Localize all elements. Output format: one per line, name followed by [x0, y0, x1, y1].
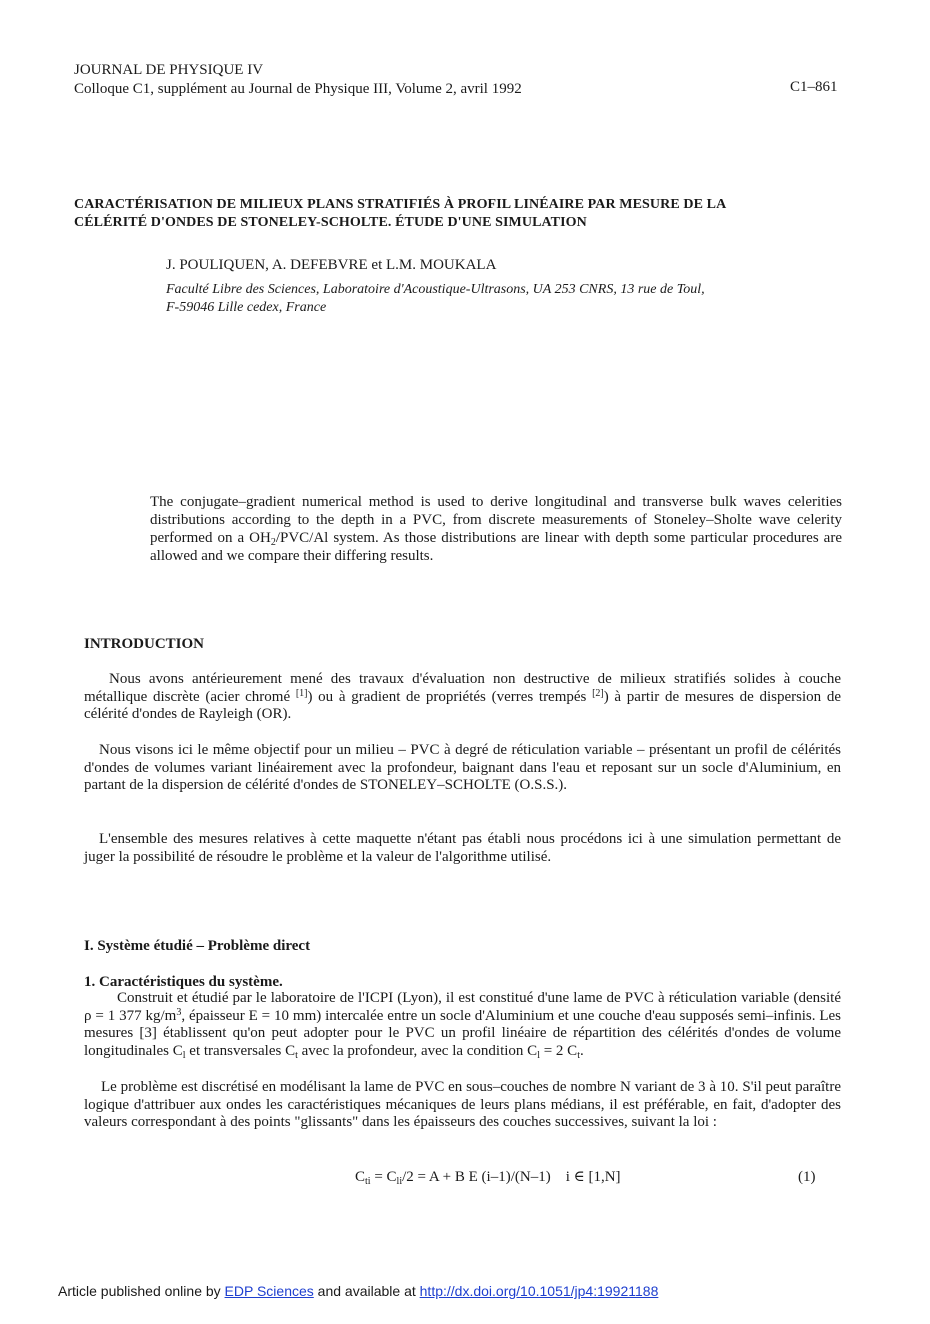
title-line-1: CARACTÉRISATION DE MILIEUX PLANS STRATIFIÉS À PROFIL LINÉAIRE PAR MESURE DE LA	[74, 197, 727, 212]
s1-p1-text-d: avec la profondeur, avec la condition C	[297, 1042, 538, 1059]
page-number: C1–861	[790, 79, 838, 95]
s1-p1-sub-4: t	[577, 1049, 580, 1061]
section1-paragraph-1	[84, 990, 841, 1060]
doi-link[interactable]: http://dx.doi.org/10.1051/jp4:19921188	[419, 1283, 659, 1299]
subsection-1-heading: 1. Caractéristiques du système.	[84, 974, 283, 990]
affiliation	[166, 281, 846, 317]
abstract-text-a: The conjugate–gradient numerical method is used to derive longitudinal and transverse bulk waves celerities distributions according to the depth in a PVC, from discrete measurements of Stoneley–Sholte wave celerity performed on a OH	[150, 494, 842, 546]
title-line-2: CÉLÉRITÉ D'ONDES DE STONELEY-SCHOLTE. ÉTUDE D'UNE SIMULATION	[74, 215, 587, 230]
section-1-heading: I. Système étudié – Problème direct	[84, 938, 311, 954]
publication-footer	[58, 1283, 658, 1300]
intro-p1-text-a: Nous avons antérieurement mené des travaux d'évaluation non destructive de milieux stratifiés solides à couche métallique discrète (acier chromé	[84, 671, 841, 705]
colloque-line: Colloque C1, supplément au Journal de Physique III, Volume 2, avril 1992	[74, 81, 522, 97]
equation-1	[355, 1168, 621, 1187]
eq-part-a: C	[355, 1169, 366, 1185]
abstract-text-b: /PVC/Al system. As those distributions are linear with depth some particular procedures are allowed and we compare their differing results.	[150, 530, 842, 564]
intro-p1-text-b: ) ou à gradient de propriétés (verres trempés	[307, 688, 593, 705]
eq-part-b: = C	[370, 1169, 397, 1185]
intro-ref-2: [2]	[592, 687, 604, 699]
intro-ref-1: [1]	[295, 687, 308, 699]
s1-p1-sup: 3	[176, 1006, 182, 1018]
section1-paragraph-2: Le problème est discrétisé en modélisant la lame de PVC en sous–couches de nombre N variant de 3 à 10. S'il peut paraître logique d'attribuer aux ondes les caractéristiques mécaniques de leurs plans médians, il est préférable, en fait, d'adopter des valeurs correspondant à des points "glissants" dans les épaisseurs des couches successives, suivant la loi :	[84, 1079, 841, 1130]
abstract-subscript: 2	[270, 537, 276, 548]
s1-p1-sub-1: l	[182, 1049, 186, 1061]
intro-paragraph-3: L'ensemble des mesures relatives à cette maquette n'étant pas établi nous procédons ici à une simulation permettant de juger la possibilité de résoudre le problème et la valeur de l'algorithme utilisé.	[84, 831, 841, 865]
eq-part-c: /2 = A + B E (i–1)/(N–1) i ∈ [1,N]	[402, 1169, 621, 1185]
s1-p1-text-e: = 2 C	[539, 1042, 578, 1059]
s1-p1-text-b: , épaisseur E = 10 mm) intercalée entre un socle d'Aluminium et une couche d'eau supposés semi–infinis. Les mesures [3] établissent qu'on peut adopter pour le PVC un profil linéaire de répartition des célérités d'ondes de volume longitudinales C	[84, 1007, 842, 1059]
s1-p1-sub-3: l	[537, 1049, 540, 1061]
footer-text-1: Article published online by	[58, 1283, 225, 1299]
s1-p1-text-a: Construit et étudié par le laboratoire de l'ICPI (Lyon), il est constitué d'une lame de PVC à réticulation variable (densité ρ = 1 377 kg/m	[84, 990, 841, 1024]
journal-name: JOURNAL DE PHYSIQUE IV	[74, 62, 264, 78]
intro-paragraph-1	[84, 671, 841, 724]
edp-sciences-link[interactable]: EDP Sciences	[224, 1283, 314, 1299]
affiliation-line-2: F-59046 Lille cedex, France	[166, 300, 327, 315]
introduction-heading: INTRODUCTION	[84, 636, 205, 652]
affiliation-line-1: Faculté Libre des Sciences, Laboratoire d'Acoustique-Ultrasons, UA 253 CNRS, 13 rue de Toul,	[166, 282, 705, 297]
intro-paragraph-2: Nous visons ici le même objectif pour un milieu – PVC à degré de réticulation variable – présentant un profil de célérités d'ondes de volumes variant linéairement avec la profondeur, baignant dans l'eau et reposant sur un socle d'Aluminium, en partant de la dispersion de célérité d'ondes de STONELEY–SCHOLTE (O.S.S.).	[84, 742, 841, 793]
s1-p1-text-f: .	[579, 1042, 584, 1059]
article-title	[74, 196, 859, 232]
eq-sub-2: li	[396, 1176, 403, 1187]
intro-p1-text-c: ) à partir de mesures de dispersion de célérité d'ondes de Rayleigh (OR).	[84, 688, 841, 722]
s1-p1-text-c: et transversales C	[185, 1042, 296, 1059]
authors: J. POULIQUEN, A. DEFEBVRE et L.M. MOUKALA	[166, 257, 497, 273]
s1-p1-sub-2: t	[295, 1049, 298, 1061]
footer-text-2: and available at	[313, 1283, 420, 1299]
abstract	[150, 493, 842, 565]
equation-number: (1)	[798, 1169, 816, 1185]
eq-sub-1: ti	[365, 1176, 371, 1187]
